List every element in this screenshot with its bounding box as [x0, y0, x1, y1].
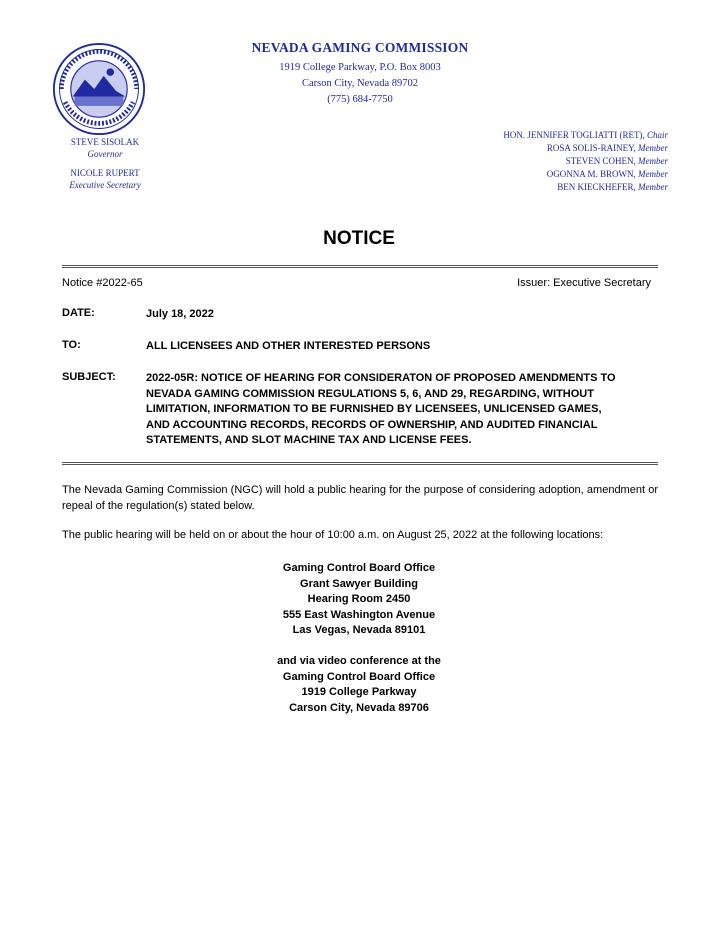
- nevada-state-seal: [52, 42, 146, 136]
- address-line2: Carson City, Nevada 89702: [302, 78, 418, 89]
- location-line: 555 East Washington Avenue: [282, 608, 436, 621]
- official-title: Executive Secretary: [69, 180, 141, 190]
- location-line: Carson City, Nevada 89706: [289, 701, 429, 714]
- member-row: ROSA SOLIS-RAINEY, Member: [546, 143, 668, 153]
- commission-members: [408, 129, 668, 194]
- member-row: OGONNA M. BROWN, Member: [546, 169, 668, 179]
- subject-line: 2022-05R: NOTICE OF HEARING FOR CONSIDERATON OF PROPOSED AMENDMENTS TO: [146, 372, 616, 384]
- location-block-carson-city: [0, 654, 718, 716]
- member-row: STEVEN COHEN, Member: [565, 156, 668, 166]
- location-line: Gaming Control Board Office: [282, 670, 436, 683]
- notice-title: NOTICE: [323, 228, 395, 249]
- official-name: NICOLE RUPERT: [70, 168, 140, 178]
- location-line: Las Vegas, Nevada 89101: [292, 624, 426, 636]
- body-paragraph: The public hearing will be held on or about the hour of 10:00 a.m. on August 25, 2022 at the following locations:: [62, 529, 604, 541]
- official-name: STEVE SISOLAK: [70, 137, 140, 147]
- official-exec-secretary: [40, 167, 170, 191]
- location-block-las-vegas: [0, 561, 718, 639]
- phone: (775) 684-7750: [327, 94, 393, 105]
- subject-line: LIMITATION, INFORMATION TO BE FURNISHED BY LICENSEES, UNLICENSED GAMES,: [146, 403, 602, 415]
- location-line: Hearing Room 2450: [307, 593, 411, 605]
- subject-line: NEVADA GAMING COMMISSION REGULATIONS 5, 6, AND 29, REGARDING, WITHOUT: [146, 387, 594, 400]
- address-line1: 1919 College Parkway, P.O. Box 8003: [279, 62, 441, 73]
- member-row: BEN KIECKHEFER, Member: [557, 182, 668, 192]
- date-value: July 18, 2022: [146, 308, 214, 320]
- to-value: ALL LICENSEES AND OTHER INTERESTED PERSONS: [146, 340, 431, 352]
- to-label: TO:: [62, 339, 81, 351]
- location-line: Grant Sawyer Building: [300, 577, 418, 590]
- subject-line: AND ACCOUNTING RECORDS, RECORDS OF OWNERSHIP, AND AUDITED FINANCIAL: [146, 418, 598, 431]
- org-name: NEVADA GAMING COMMISSION: [251, 40, 469, 55]
- subject-label: SUBJECT:: [62, 371, 116, 383]
- subject-line: STATEMENTS, AND SLOT MACHINE TAX AND LICENSE FEES.: [146, 434, 472, 446]
- location-line: Gaming Control Board Office: [282, 562, 436, 574]
- notice-number: Notice #2022-65: [62, 277, 143, 289]
- issuer: Issuer: Executive Secretary: [517, 277, 651, 289]
- divider: [62, 462, 658, 465]
- date-label: DATE:: [62, 307, 95, 319]
- divider: [62, 265, 658, 268]
- body-paragraph: The Nevada Gaming Commission (NGC) will hold a public hearing for the purpose of considering adoption, amendment or repeal of the regulation(s) stated below.: [62, 484, 658, 512]
- location-line: 1919 College Parkway: [301, 686, 417, 698]
- official-title: Governor: [87, 149, 123, 159]
- member-row: HON. JENNIFER TOGLIATTI (RET), Chair: [503, 130, 668, 140]
- subject-value: [146, 371, 658, 449]
- official-governor: [40, 136, 170, 160]
- location-line: and via video conference at the: [277, 655, 441, 667]
